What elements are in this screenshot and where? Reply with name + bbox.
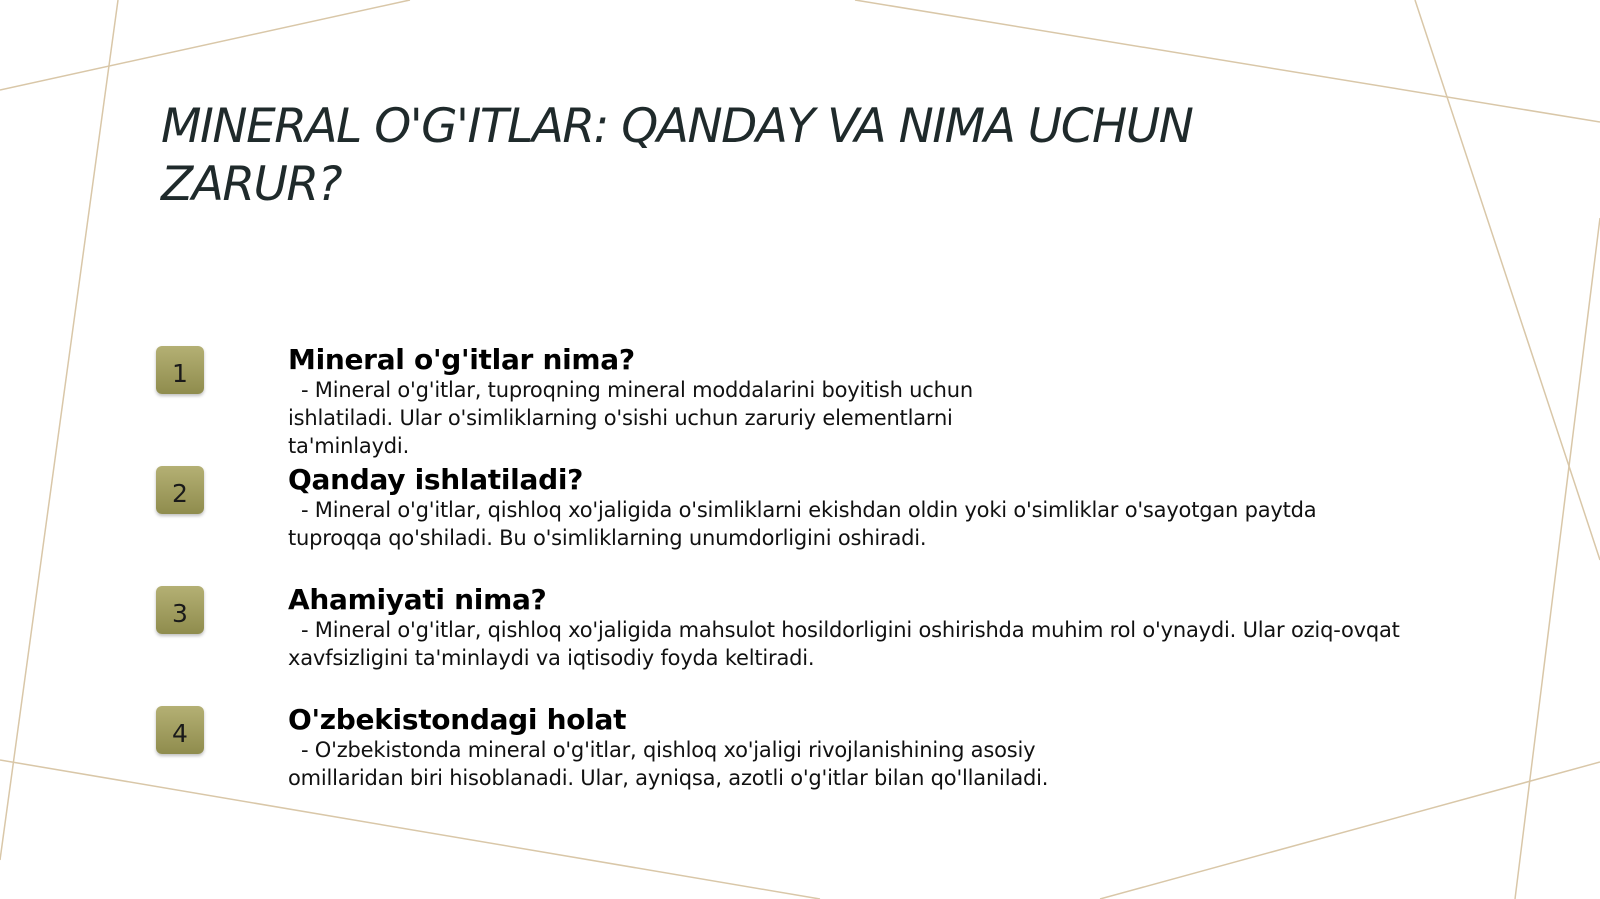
item-text [288, 584, 1408, 672]
deco-line [1515, 218, 1600, 899]
item-body: - Mineral o'g'itlar, qishloq xo'jaligida o'simliklarni ekishdan oldin yoki o'simliklar o'sayotgan paytda tuproqqa qo'shiladi. Bu o'simliklarning unumdorligini oshiradi. [288, 498, 1323, 550]
item-heading: Mineral o'g'itlar nima? [288, 343, 635, 376]
item-body: - O'zbekistonda mineral o'g'itlar, qishloq xo'jaligi rivojlanishining asosiy omillaridan biri hisoblanadi. Ular, ayniqsa, azotli o'g'itlar bilan qo'llaniladi. [288, 738, 1049, 790]
item-text [288, 704, 1088, 792]
number-badge: 2 [156, 466, 204, 514]
number-badge: 4 [156, 706, 204, 754]
deco-line [1100, 762, 1600, 899]
item-heading: O'zbekistondagi holat [288, 703, 627, 736]
item-heading: Ahamiyati nima? [288, 583, 547, 616]
number-badge: 1 [156, 346, 204, 394]
slide-title: MINERAL O'G'ITLAR: QANDAY VA NIMA UCHUN ZARUR? [161, 99, 1193, 212]
item-text [288, 464, 1408, 552]
deco-line [1415, 0, 1600, 560]
item-heading: Qanday ishlatiladi? [288, 463, 584, 496]
item-text [288, 344, 1028, 460]
deco-line [0, 0, 410, 90]
deco-line [0, 0, 118, 860]
item-body: - Mineral o'g'itlar, tuproqning mineral moddalarini boyitish uchun ishlatiladi. Ular o'simliklarning o'sishi uchun zaruriy elementlarni ta'minlaydi. [288, 378, 980, 458]
number-badge: 3 [156, 586, 204, 634]
item-body: - Mineral o'g'itlar, qishloq xo'jaligida mahsulot hosildorligini oshirishda muhim rol o'ynaydi. Ular oziq-ovqat xavfsizligini ta'minlaydi va iqtisodiy foyda keltiradi. [288, 618, 1407, 670]
